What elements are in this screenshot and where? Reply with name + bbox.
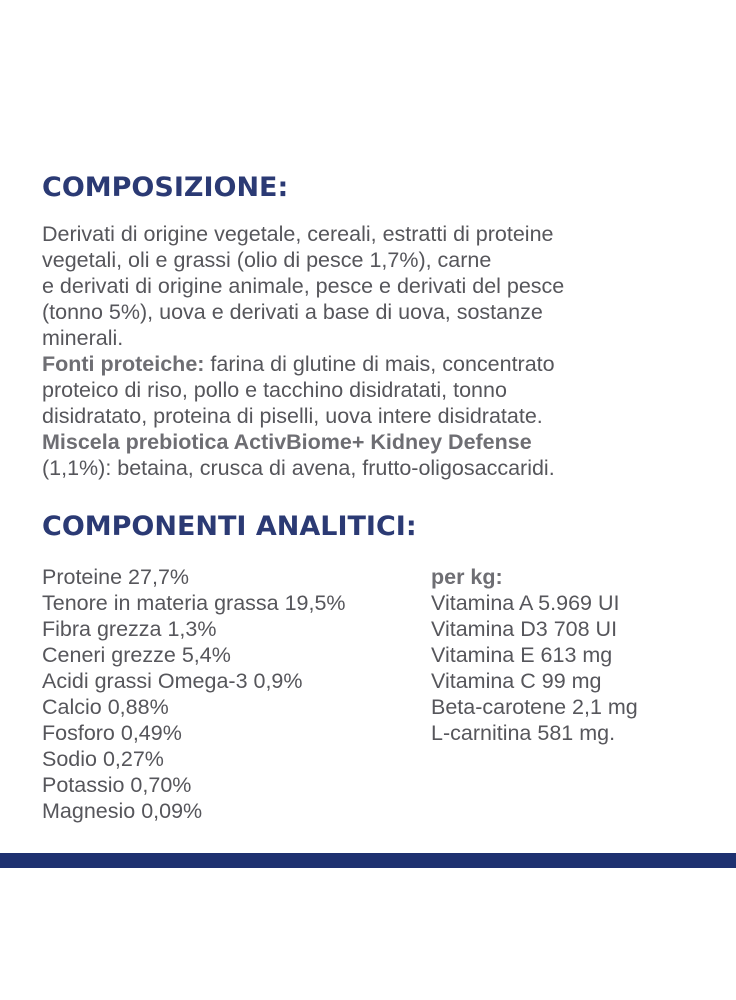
bottom-brand-band <box>0 853 736 868</box>
additive-item: Vitamina E 613 mg <box>431 643 613 667</box>
composition-line: minerali. <box>42 326 124 350</box>
analytical-heading: COMPONENTI ANALITICI: <box>42 511 417 542</box>
additives-list <box>431 564 638 746</box>
analytical-components-list <box>42 564 346 824</box>
analytical-item: Acidi grassi Omega-3 0,9% <box>42 669 303 693</box>
protein-sources-text: farina di glutine di mais, concentrato <box>204 352 555 376</box>
analytical-item: Sodio 0,27% <box>42 747 164 771</box>
per-kg-header: per kg: <box>431 565 503 589</box>
analytical-item: Tenore in materia grassa 19,5% <box>42 591 346 615</box>
composition-line: e derivati di origine animale, pesce e derivati del pesce <box>42 274 565 298</box>
prebiotic-text: (1,1%): betaina, crusca di avena, frutto-oligosaccaridi. <box>42 456 555 480</box>
protein-sources-label: Fonti proteiche: <box>42 352 205 376</box>
analytical-item: Fosforo 0,49% <box>42 721 182 745</box>
analytical-item: Ceneri grezze 5,4% <box>42 643 231 667</box>
additive-item: Vitamina D3 708 UI <box>431 617 618 641</box>
protein-sources-line: disidratato, proteina di piselli, uova intere disidratate. <box>42 404 543 428</box>
protein-sources-line: proteico di riso, pollo e tacchino disidratati, tonno <box>42 378 507 402</box>
analytical-item: Magnesio 0,09% <box>42 799 203 823</box>
analytical-item: Calcio 0,88% <box>42 695 169 719</box>
composition-line: (tonno 5%), uova e derivati a base di uova, sostanze <box>42 300 543 324</box>
protein-sources-line <box>42 351 722 377</box>
composition-text <box>42 221 722 481</box>
prebiotic-label: Miscela prebiotica ActivBiome+ Kidney Defense <box>42 430 532 454</box>
composition-line: vegetali, oli e grassi (olio di pesce 1,7%), carne <box>42 248 492 272</box>
additive-item: Vitamina C 99 mg <box>431 669 602 693</box>
additive-item: L-carnitina 581 mg. <box>431 721 616 745</box>
composition-line: Derivati di origine vegetale, cereali, estratti di proteine <box>42 222 554 246</box>
additive-item: Beta-carotene 2,1 mg <box>431 695 638 719</box>
analytical-item: Proteine 27,7% <box>42 565 190 589</box>
analytical-item: Fibra grezza 1,3% <box>42 617 217 641</box>
composition-heading: COMPOSIZIONE: <box>42 172 289 203</box>
analytical-item: Potassio 0,70% <box>42 773 192 797</box>
additive-item: Vitamina A 5.969 UI <box>431 591 620 615</box>
